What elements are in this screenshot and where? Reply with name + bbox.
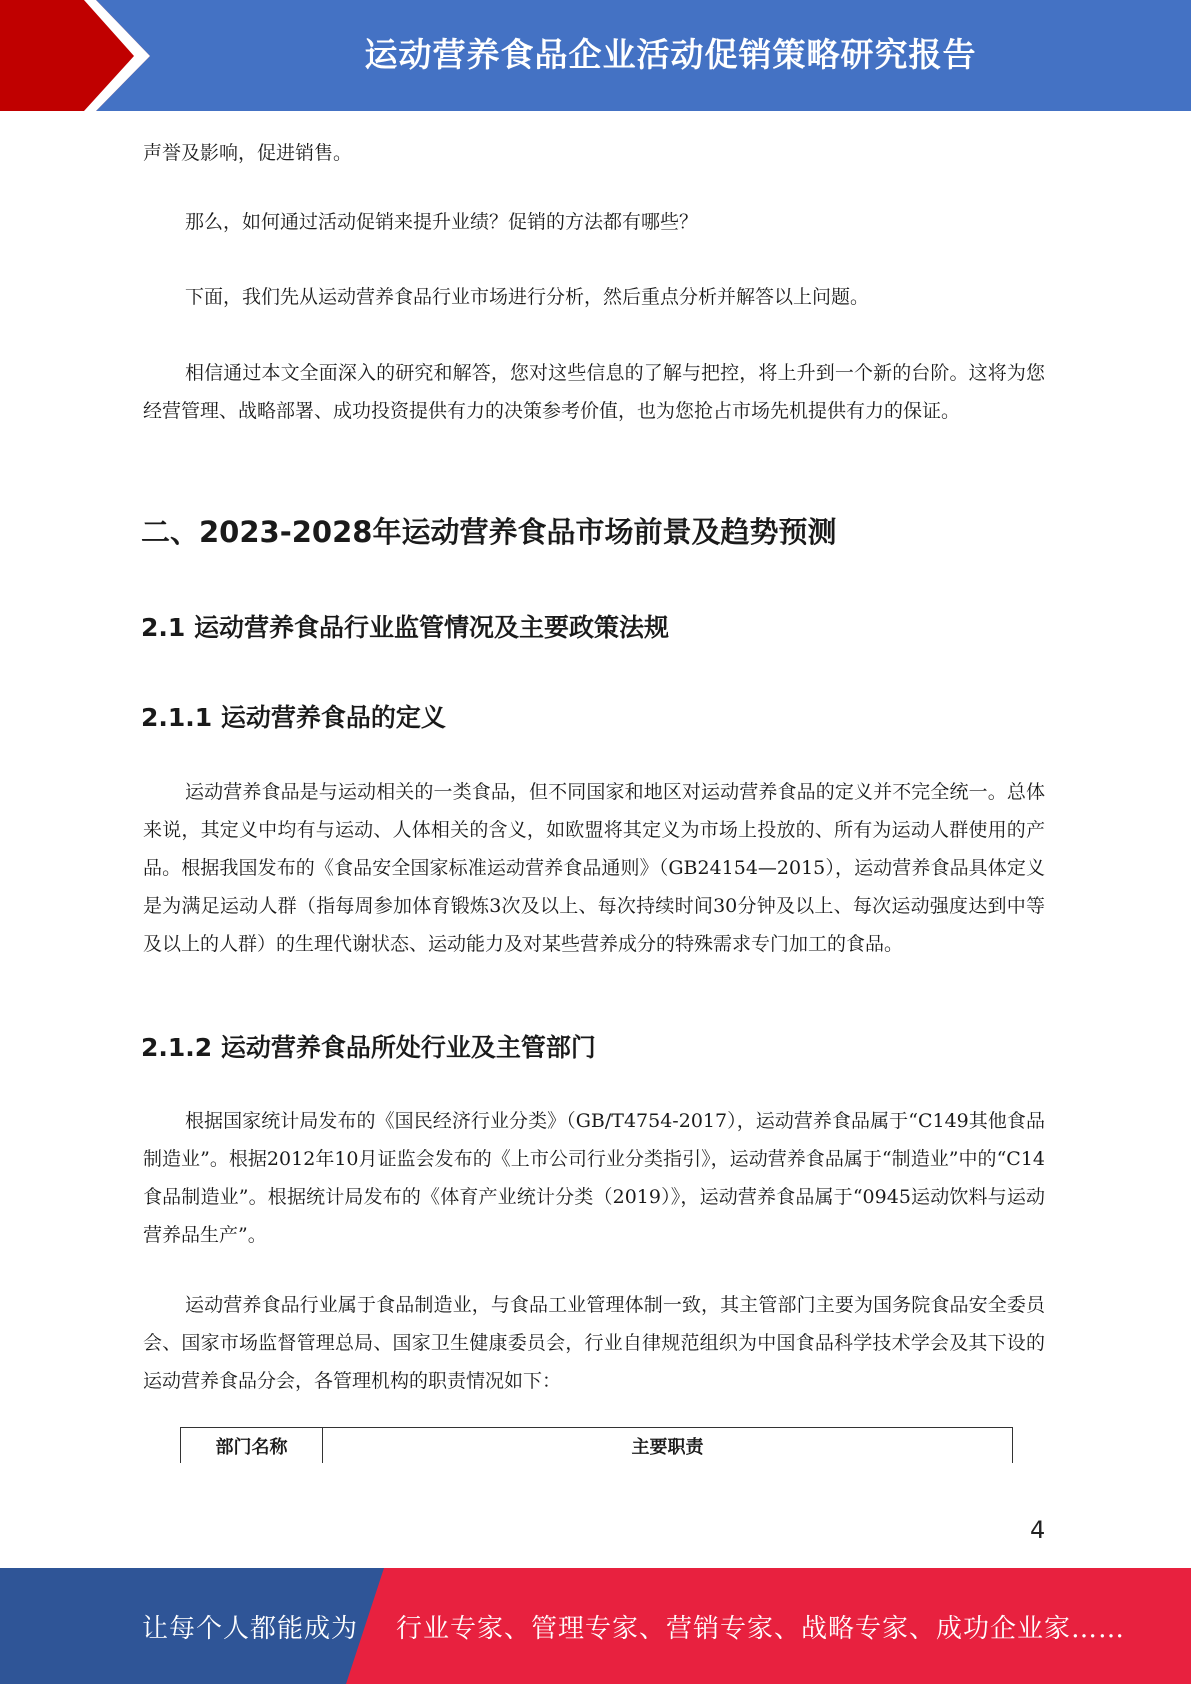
page-footer bbox=[0, 1568, 1191, 1684]
paragraph-continuation: 声誉及影响，促进销售。 bbox=[143, 142, 353, 164]
paragraph-regulators: 运动营养食品行业属于食品制造业，与食品工业管理体制一致，其主管部门主要为国务院食品安全委员会、国家市场监督管理总局、国家卫生健康委员会，行业自律规范组织为中国食品科学技术学会及其下设的运动营养食品分会，各管理机构的职责情况如下： bbox=[143, 1294, 1045, 1392]
paragraph-question: 那么，如何通过活动促销来提升业绩？促销的方法都有哪些？ bbox=[185, 211, 699, 233]
paragraph-classification: 根据国家统计局发布的《国民经济行业分类》（GB/T4754-2017），运动营养食品属于“C149其他食品制造业”。根据2012年10月证监会发布的《上市公司行业分类指引》，运动营养食品属于“制造业”中的“C14食品制造业”。根据统计局发布的《体育产业统计分类（2019）》，运动营养食品属于“0945运动饮料与运动营养品生产”。 bbox=[143, 1110, 1045, 1246]
paragraph-definition: 运动营养食品是与运动相关的一类食品，但不同国家和地区对运动营养食品的定义并不完全统一。总体来说，其定义中均有与运动、人体相关的含义，如欧盟将其定义为市场上投放的、所有为运动人群使用的产品。根据我国发布的《食品安全国家标准运动营养食品通则》（GB24154—2015），运动营养食品具体定义是为满足运动人群（指每周参加体育锻炼3次及以上、每次持续时间30分钟及以上、每次运动强度达到中等及以上的人群）的生理代谢状态、运动能力及对某些营养成分的特殊需求专门加工的食品。 bbox=[143, 781, 1045, 955]
subsubsection-heading-definition: 2.1.1 运动营养食品的定义 bbox=[141, 703, 446, 732]
paragraph-value: 相信通过本文全面深入的研究和解答，您对这些信息的了解与把控，将上升到一个新的台阶。这将为您经营管理、战略部署、成功投资提供有力的决策参考价值，也为您抢占市场先机提供有力的保证。 bbox=[143, 362, 1045, 422]
footer-slogan-right: 行业专家、管理专家、营销专家、战略专家、成功企业家…… bbox=[396, 1613, 1126, 1644]
page-number: 4 bbox=[1030, 1516, 1046, 1544]
report-title: 运动营养食品企业活动促销策略研究报告 bbox=[364, 34, 977, 74]
paragraph-intro: 下面，我们先从运动营养食品行业市场进行分析，然后重点分析并解答以上问题。 bbox=[185, 286, 870, 308]
table-header-duty: 主要职责 bbox=[631, 1436, 704, 1458]
subsubsection-heading-industry: 2.1.2 运动营养食品所处行业及主管部门 bbox=[141, 1033, 596, 1062]
footer-slogan-left: 让每个人都能成为 bbox=[142, 1613, 359, 1644]
page-header bbox=[0, 0, 1191, 111]
section-heading: 二、2023-2028年运动营养食品市场前景及趋势预测 bbox=[141, 515, 837, 549]
regulator-table-header bbox=[180, 1427, 1013, 1463]
table-header-dept: 部门名称 bbox=[181, 1428, 323, 1463]
subsection-heading: 2.1 运动营养食品行业监管情况及主要政策法规 bbox=[141, 613, 669, 642]
